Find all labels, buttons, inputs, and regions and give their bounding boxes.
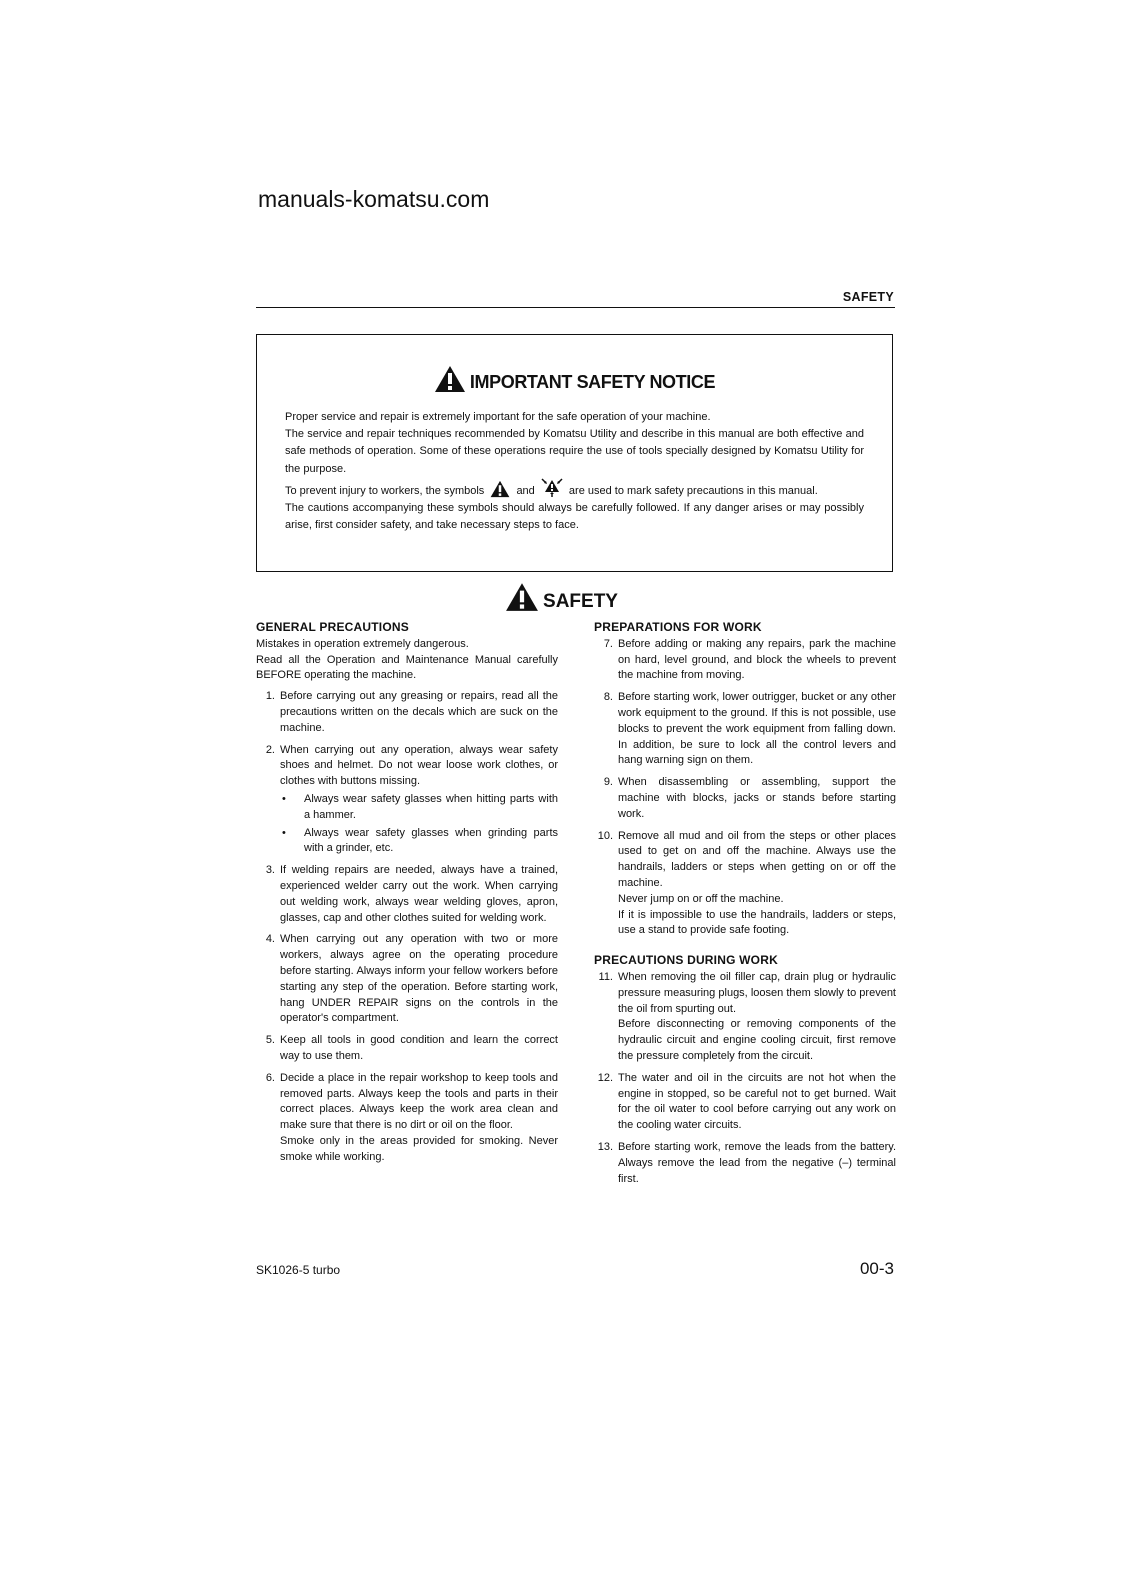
item-number: 1. [265, 690, 275, 703]
item-number: 7. [603, 637, 613, 650]
site-watermark: manuals-komatsu.com [258, 186, 490, 212]
item-text: When disassembling or assembling, support the machine with blocks, jacks or stands before starting work. [618, 776, 896, 820]
list-item [256, 1033, 558, 1065]
item-text: Keep all tools in good condition and learn the correct way to use them. [280, 1034, 558, 1062]
notice-paragraph: The service and repair techniques recommended by Komatsu Utility and describe in this manual are both effective and safe methods of operation. Some of these operations require the use of tools specially designed by Komatsu Utility for the purpose. [285, 428, 864, 475]
preparations-list [594, 637, 896, 939]
notice-paragraph: Proper service and repair is extremely important for the safe operation of your machine. [285, 411, 711, 423]
safety-title [0, 582, 1123, 613]
notice-body [285, 409, 864, 534]
list-item [256, 743, 558, 858]
section-header: SAFETY [842, 290, 894, 304]
item-text: Before starting work, lower outrigger, bucket or any other work equipment to the ground. If this is not possible, use blocks to prevent the work equipment from falling down. In addition, be sure to lock all the control levers and hang warning sign on them. [618, 691, 896, 767]
item-number: 2. [265, 743, 275, 756]
item-text: The water and oil in the circuits are not hot when the engine in stopped, so be careful not to get burned. Wait for the oil water to cool before carrying out any work on the cooling water circuits. [618, 1071, 896, 1132]
item-number: 10. [597, 829, 613, 842]
list-item [594, 970, 896, 1065]
item-number: 9. [603, 776, 613, 789]
header-rule [256, 307, 895, 308]
bullet-text: Always wear safety glasses when grinding parts with a grinder, etc. [304, 826, 558, 855]
page-number: 00-3 [859, 1259, 894, 1278]
item-text: When removing the oil filler cap, drain plug or hydraulic pressure measuring plugs, loosen them slowly to prevent the oil from spurting out. [618, 970, 896, 1015]
bullet-icon: • [282, 792, 286, 805]
item-number: 12. [597, 1071, 613, 1084]
intro-line: Mistakes in operation extremely dangerous. [256, 637, 469, 650]
item-extra-text: Before disconnecting or removing components of the hydraulic circuit and engine cooling circuit, first remove the pressure completely from the circuit. [618, 1018, 896, 1062]
preparations-heading: PREPARATIONS FOR WORK [594, 620, 762, 634]
item-text: Before carrying out any greasing or repairs, read all the precautions written on the decals which are suck on the machine. [280, 690, 558, 734]
item-extra-text: If it is impossible to use the handrails, ladders or steps, use a stand to provide safe footing. [618, 908, 896, 937]
item-number: 5. [265, 1034, 275, 1047]
warning-triangle-icon [490, 480, 510, 498]
list-item [256, 863, 558, 926]
bullet-icon: • [282, 826, 286, 839]
item-text: If welding repairs are needed, always have a trained, experienced welder carry out the work. When carrying out welding work, always wear welding gloves, apron, glasses, cap and other clothes suited for welding work. [280, 864, 558, 924]
list-item [256, 1071, 558, 1166]
notice-title-text: IMPORTANT SAFETY NOTICE [469, 372, 716, 392]
notice-symbols-paragraph [285, 478, 864, 500]
item-text: When carrying out any operation with two or more workers, always agree on the operating procedure before starting. Always inform your fellow workers before starting any step of the operation. Before starting work, hang UNDER REPAIR signs on the controls in the operator's compartment. [280, 933, 558, 1025]
warning-triangle-icon [505, 582, 539, 612]
item-number: 13. [597, 1140, 613, 1153]
list-item [594, 775, 896, 822]
item-number: 8. [603, 691, 613, 704]
list-item [256, 689, 558, 736]
general-intro [256, 637, 558, 684]
bullet-list [280, 792, 558, 857]
footer-model: SK1026-5 turbo [256, 1263, 341, 1277]
general-list [256, 689, 558, 1165]
safety-title-text: SAFETY [543, 591, 618, 612]
important-safety-notice-box [256, 334, 893, 572]
symbols-text-before: To prevent injury to workers, the symbols [285, 484, 485, 497]
warning-triangle-icon [434, 365, 466, 393]
item-text: When carrying out any operation, always wear safety shoes and helmet. Do not wear loose work clothes, or clothes with buttons missing. [280, 743, 558, 788]
list-item [594, 829, 896, 940]
item-text: Before adding or making any repairs, park the machine on hard, level ground, and block the wheels to prevent the machine from moving. [618, 637, 896, 682]
symbols-text-and: and [516, 484, 535, 497]
symbols-text-after: are used to mark safety precautions in this manual. [568, 484, 818, 497]
item-extra-text: Never jump on or off the machine. [618, 892, 784, 905]
item-number: 4. [265, 933, 275, 946]
item-extra-text: Smoke only in the areas provided for smoking. Never smoke while working. [280, 1134, 558, 1163]
list-item [594, 1071, 896, 1134]
intro-line: Read all the Operation and Maintenance Manual carefully BEFORE operating the machine. [256, 653, 558, 682]
list-item [594, 637, 896, 684]
bullet-text: Always wear safety glasses when hitting parts with a hammer. [304, 792, 558, 821]
during-work-heading: PRECAUTIONS DURING WORK [594, 953, 778, 968]
during-work-list [594, 970, 896, 1187]
item-text: Before starting work, remove the leads from the battery. Always remove the lead from the negative (–) terminal first. [618, 1140, 896, 1185]
pressure-warning-icon [541, 478, 563, 498]
left-column [256, 620, 558, 1172]
general-precautions-heading: GENERAL PRECAUTIONS [256, 620, 409, 634]
right-column [594, 620, 896, 1193]
bullet-item [280, 792, 558, 824]
notice-title [257, 365, 892, 393]
item-number: 6. [265, 1071, 275, 1084]
bullet-item [280, 826, 558, 858]
item-text: Decide a place in the repair workshop to keep tools and removed parts. Always keep the tools and parts in their correct places. Always keep the work area clean and make sure that there is no dirt or oil on the floor. [280, 1071, 558, 1132]
list-item [594, 690, 896, 769]
item-number: 3. [265, 864, 275, 877]
item-text: Remove all mud and oil from the steps or other places used to get on and off the machine. Always use the handrails, ladders or steps when getting on or off the machine. [618, 829, 896, 889]
item-number: 11. [598, 970, 613, 983]
list-item [256, 932, 558, 1027]
notice-paragraph: The cautions accompanying these symbols should always be carefully followed. If any danger arises or may possibly arise, first consider safety, and take necessary steps to face. [285, 502, 864, 532]
list-item [594, 1140, 896, 1187]
